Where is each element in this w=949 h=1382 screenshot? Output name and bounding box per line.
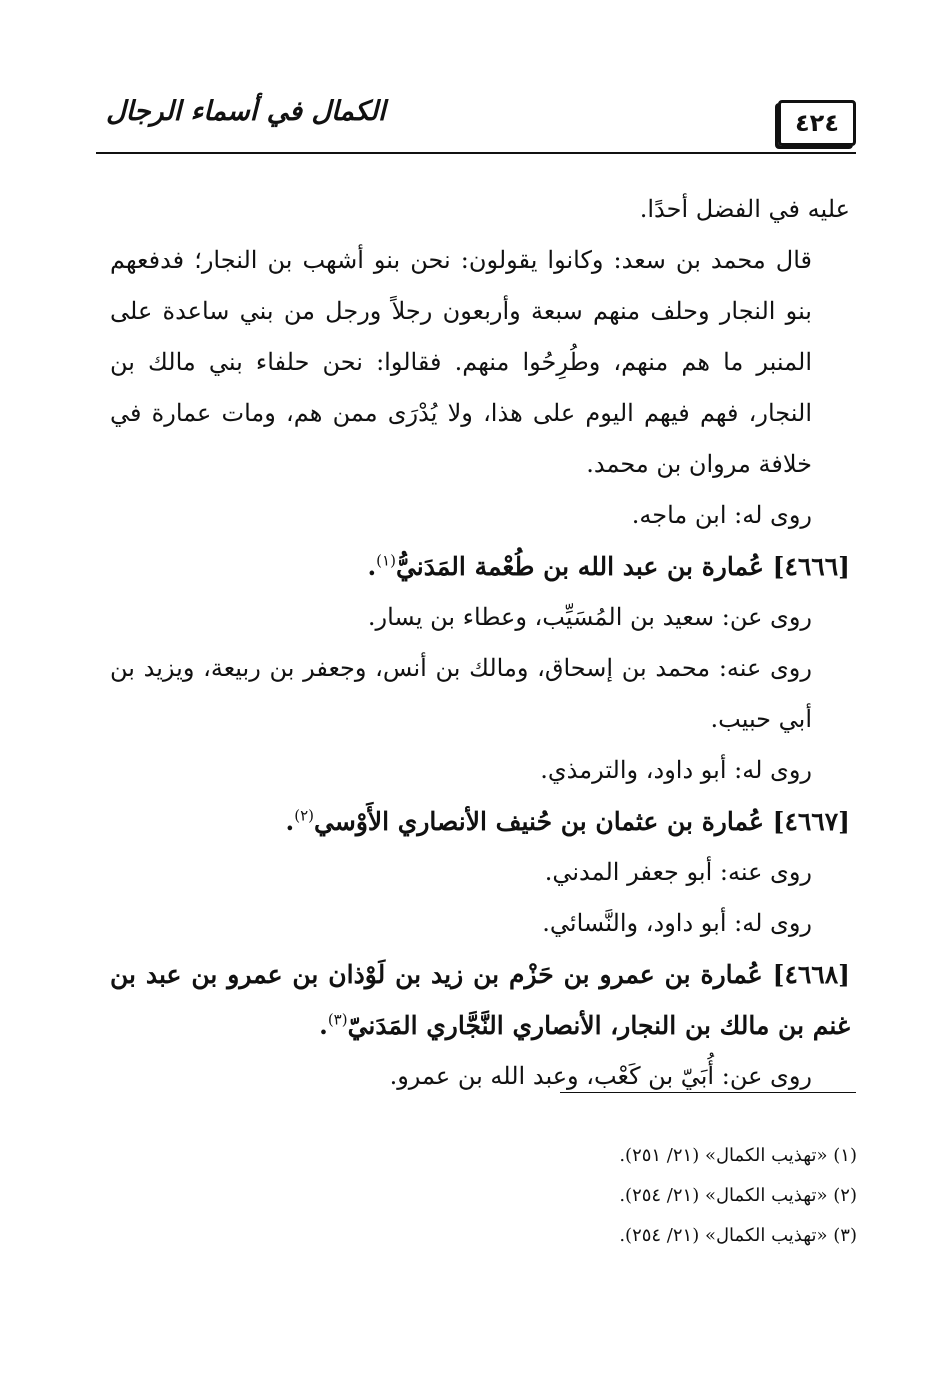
paragraph: روى له: أبو داود، والترمذي.: [540, 756, 812, 784]
page-header: [96, 94, 856, 156]
footnote: (٢) «تهذيب الكمال» (٢١/ ٢٥٤).: [619, 1185, 857, 1206]
footnote-ref: (٢): [294, 806, 315, 825]
paragraph: روى عن: سعيد بن المُسَيِّب، وعطاء بن يسار.: [367, 603, 812, 631]
paragraph: قال محمد بن سعد: وكانوا يقولون: نحن بنو أشهب بن النجار؛ فدفعهم بنو النجار وحلف منهم سبعة وأربعون رجلاً ورجل من بني ساعدة على المنبر ما هم منهم، وطُرِحُوا منهم. فقالوا: نحن حلفاء بني مالك بن النجار، فهم فيهم اليوم على هذا، ولا يُدْرَى ممن هم، ومات عمارة في خلافة مروان بن محمد.: [110, 246, 812, 478]
footnote: (١) «تهذيب الكمال» (٢١/ ٢٥١).: [619, 1145, 857, 1166]
paragraph: روى عنه: محمد بن إسحاق، ومالك بن أنس، وجعفر بن ربيعة، ويزيد بن أبي حبيب.: [110, 654, 812, 733]
book-title: الكمال في أسماء الرجال: [106, 96, 386, 127]
entry-number: [٤٦٦٨]: [772, 960, 850, 989]
paragraph: روى عنه: أبو جعفر المدني.: [544, 858, 812, 886]
entry-number: [٤٦٦٧]: [772, 807, 850, 836]
footnote-divider: [560, 1092, 856, 1093]
entry-heading-4668: [110, 949, 850, 1051]
paragraph: روى عن: أُبَيّ بن كَعْب، وعبد الله بن عمرو.: [389, 1062, 812, 1090]
entry-name: عُمارة بن عثمان بن حُنيف الأنصاري الأَوْسي: [314, 807, 764, 836]
main-text: [110, 184, 850, 1102]
footnotes: [357, 1136, 857, 1256]
entry-end: .: [367, 552, 377, 581]
paragraph: روى له: ابن ماجه.: [631, 501, 812, 529]
entry-heading-4667: [110, 796, 850, 847]
paragraph: عليه في الفضل أحدًا.: [639, 195, 850, 223]
footnote: (٣) «تهذيب الكمال» (٢١/ ٢٥٤).: [619, 1225, 857, 1246]
page-number: ٤٢٤: [778, 100, 856, 146]
paragraph: روى له: أبو داود، والنَّسائي.: [542, 909, 812, 937]
header-divider: [96, 152, 856, 154]
footnote-ref: (١): [376, 551, 396, 570]
entry-name: عُمارة بن عبد الله بن طُعْمة المَدَنيُّ: [395, 552, 764, 581]
footnote-ref: (٣): [327, 1010, 348, 1029]
entry-number: [٤٦٦٦]: [772, 552, 850, 581]
entry-end: .: [319, 1011, 328, 1040]
entry-name: عُمارة بن عمرو بن حَزْم بن زيد بن لَوْذان بن عمرو بن عبد بن غنم بن مالك بن النجار، الأنصاري النَّجَّاري المَدَنيّ: [110, 960, 850, 1040]
entry-end: .: [285, 807, 295, 836]
entry-heading-4666: [110, 541, 850, 592]
